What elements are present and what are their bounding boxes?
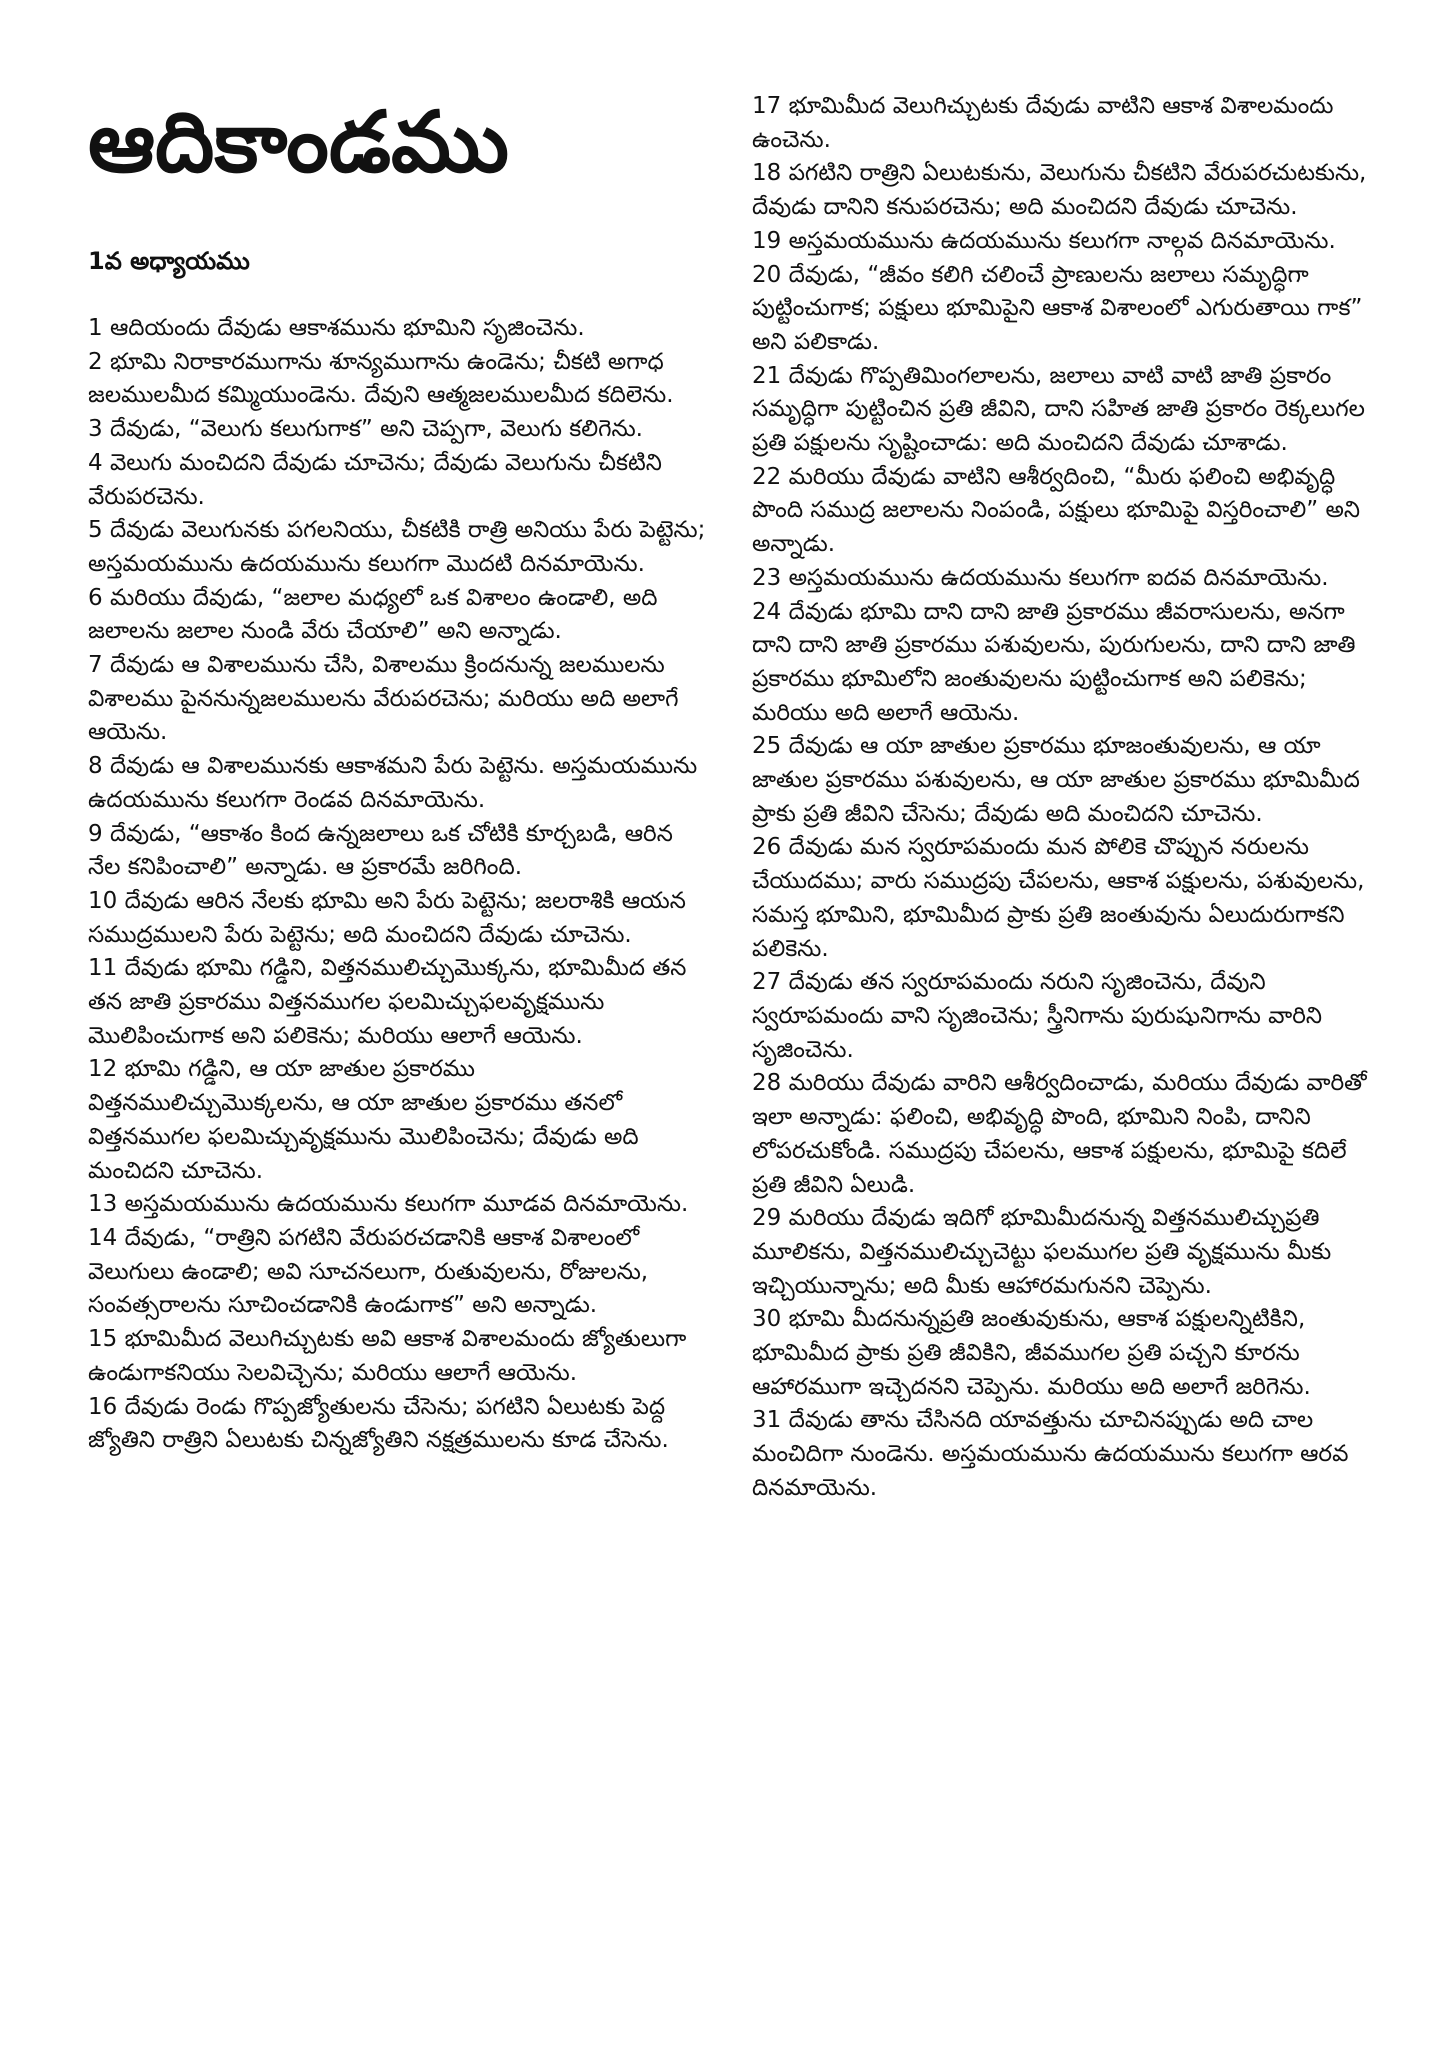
verse-7: 7 దేవుడు ఆ విశాలమును చేసి, విశాలము క్రిందనున్న జలములను విశాలము పైననున్నజలములను వేరుపరచెను; మరియు అది అలాగే ఆయెను.: [88, 652, 679, 746]
verse-21: 21 దేవుడు గొప్పతిమింగలాలను, జలాలు వాటి వాటి జాతి ప్రకారం సమృద్ధిగా పుట్టించిన ప్రతి జీవిని, దాని సహిత జాతి ప్రకారం రెక్కలుగల ప్రతి పక్షులను సృష్టించాడు: అది మంచిదని దేవుడు చూశాడు.: [752, 362, 1365, 457]
right-column: [752, 90, 1382, 1506]
verse-16: 16 దేవుడు రెండు గొప్పజ్యోతులను చేసెను; పగటిని ఏలుటకు పెద్ద జ్యోతిని రాత్రిని ఏలుటకు చిన్నజ్యోతిని నక్షత్రములను కూడ చేసెను.: [88, 1393, 669, 1454]
verse-3: 3 దేవుడు, “వెలుగు కలుగుగాక” అని చెప్పగా, వెలుగు కలిగెను.: [88, 416, 643, 443]
verse-31: 31 దేవుడు తాను చేసినది యావత్తును చూచినప్పుడు అది చాల మంచిదిగా నుండెను. అస్తమయమును ఉదయమును కలుగగా ఆరవ దినమాయెను.: [752, 1407, 1349, 1501]
verse-2: 2 భూమి నిరాకారముగాను శూన్యముగాను ఉండెను; చీకటి అగాధ జలములమీద కమ్మియుండెను. దేవుని ఆత్మజలములమీద కదిలెను.: [88, 348, 674, 409]
verse-25: 25 దేవుడు ఆ యా జాతుల ప్రకారము భూజంతువులను, ఆ యా జాతుల ప్రకారము పశువులను, ఆ యా జాతుల ప్రకారము భూమిమీద ప్రాకు ప్రతి జీవిని చేసెను; దేవుడు అది మంచిదని చూచెను.: [752, 733, 1360, 827]
verse-11: 11 దేవుడు భూమి గడ్డిని, విత్తనములిచ్చుమొక్కను, భూమిమీద తన తన జాతి ప్రకారము విత్తనముగల ఫలమిచ్చుఫలవృక్షమును మొలిపించుగాక అని పలికెను; మరియు ఆలాగే ఆయెను.: [88, 955, 687, 1049]
book-title: ఆదికాండము: [88, 93, 509, 191]
verse-17: 17 భూమిమీద వెలుగిచ్చుటకు దేవుడు వాటిని ఆకాశ విశాలమందు ఉంచెను.: [752, 93, 1334, 153]
verse-6: 6 మరియు దేవుడు, “జలాల మధ్యలో ఒక విశాలం ఉండాలి, అది జలాలను జలాల నుండి వేరు చేయాలి” అని అన్నాడు.: [88, 584, 658, 645]
verse-10: 10 దేవుడు ఆరిన నేలకు భూమి అని పేరు పెట్టెను; జలరాశికి ఆయన సముద్రములని పేరు పెట్టెను; అది మంచిదని దేవుడు చూచెను.: [88, 887, 686, 948]
verse-23: 23 అస్తమయమును ఉదయమును కలుగగా ఐదవ దినమాయెను.: [752, 564, 1329, 591]
verse-19: 19 అస్తమయమును ఉదయమును కలుగగా నాల్గవ దినమాయెను.: [752, 227, 1336, 254]
verse-14: 14 దేవుడు, “రాత్రిని పగటిని వేరుపరచడానికి ఆకాశ విశాలంలో వెలుగులు ఉండాలి; అవి సూచనలుగా, రుతువులను, రోజులను, సంవత్సరాలను సూచించడానికి ఉండుగాక” అని అన్నాడు.: [88, 1224, 649, 1319]
verse-24: 24 దేవుడు భూమి దాని దాని జాతి ప్రకారము జీవరాసులను, అనగా దాని దాని జాతి ప్రకారము పశువులను, పురుగులను, దాని దాని జాతి ప్రకారము భూమిలోని జంతువులను పుట్టించుగాక అని పలికెను; మరియు అది అలాగే ఆయెను.: [752, 598, 1356, 726]
verse-18: 18 పగటిని రాత్రిని ఏలుటకును, వెలుగును చీకటిని వేరుపరచుటకును, దేవుడు దానిని కనుపరచెను; అది మంచిదని దేవుడు చూచెను.: [752, 160, 1367, 221]
verse-15: 15 భూమిమీద వెలుగిచ్చుటకు అవి ఆకాశ విశాలమందు జ్యోతులుగా ఉండుగాకనియు సెలవిచ్చెను; మరియు ఆలాగే ఆయెను.: [88, 1326, 687, 1386]
verse-22: 22 మరియు దేవుడు వాటిని ఆశీర్వదించి, “మీరు ఫలించి అభివృద్ధి పొంది సముద్ర జలాలను నింపండి, పక్షులు భూమిపై విస్తరించాలి” అని అన్నాడు.: [752, 463, 1361, 558]
verse-4: 4 వెలుగు మంచిదని దేవుడు చూచెను; దేవుడు వెలుగును చీకటిని వేరుపరచెను.: [88, 449, 662, 510]
left-column: [88, 312, 708, 1458]
verse-27: 27 దేవుడు తన స్వరూపమందు నరుని సృజించెను, దేవుని స్వరూపమందు వాని సృజించెను; స్త్రీనిగాను పురుషునిగాను వారిని సృజించెను.: [752, 969, 1322, 1063]
verse-1: 1 ఆదియందు దేవుడు ఆకాశమును భూమిని సృజించెను.: [88, 315, 585, 341]
chapter-heading: 1వ అధ్యాయము: [88, 247, 250, 275]
verse-29: 29 మరియు దేవుడు ఇదిగో భూమిమీదనున్న విత్తనములిచ్చుప్రతి మూలికను, విత్తనములిచ్చుచెట్టు ఫలముగల ప్రతి వృక్షమును మీకు ఇచ్చియున్నాను; అది మీకు ఆహారమగునని చెప్పెను.: [752, 1205, 1332, 1299]
verse-13: 13 అస్తమయమును ఉదయమును కలుగగా మూడవ దినమాయెను.: [88, 1191, 689, 1218]
verse-12: 12 భూమి గడ్డిని, ఆ యా జాతుల ప్రకారము విత్తనములిచ్చుమొక్కలను, ఆ యా జాతుల ప్రకారము తనలో విత్తనముగల ఫలమిచ్చువృక్షమును మొలిపించెను; దేవుడు అది మంచిదని చూచెను.: [88, 1056, 639, 1184]
verse-30: 30 భూమి మీదనున్నప్రతి జంతువుకును, ఆకాశ పక్షులన్నిటికిని, భూమిమీద ప్రాకు ప్రతి జీవికిని, జీవముగల ప్రతి పచ్చని కూరను ఆహారముగా ఇచ్చెదనని చెప్పెను. మరియు అది అలాగే జరిగెను.: [752, 1306, 1311, 1400]
verse-8: 8 దేవుడు ఆ విశాలమునకు ఆకాశమని పేరు పెట్టెను. అస్తమయమును ఉదయమును కలుగగా రెండవ దినమాయెను.: [88, 753, 698, 813]
verse-28: 28 మరియు దేవుడు వారిని ఆశీర్వదించాడు, మరియు దేవుడు వారితో ఇలా అన్నాడు: ఫలించి, అభివృద్ధి పొంది, భూమిని నింపి, దానిని లోపరచుకోండి. సముద్రపు చేపలను, ఆకాశ పక్షులను, భూమిపై కదిలే ప్రతి జీవిని ఏలుడి.: [752, 1070, 1367, 1198]
verse-9: 9 దేవుడు, “ఆకాశం కింద ఉన్నజలాలు ఒక చోటికి కూర్చబడి, ఆరిన నేల కనిపించాలి” అన్నాడు. ఆ ప్రకారమే జరిగింది.: [88, 820, 673, 881]
verse-5: 5 దేవుడు వెలుగునకు పగలనియు, చీకటికి రాత్రి అనియు పేరు పెట్టెను; అస్తమయమును ఉదయమును కలుగగా మొదటి దినమాయెను.: [88, 517, 706, 577]
verse-20: 20 దేవుడు, “జీవం కలిగి చలించే ప్రాణులను జలాలు సమృద్ధిగా పుట్టించుగాక; పక్షులు భూమిపైని ఆకాశ విశాలంలో ఎగురుతాయి గాక” అని పలికాడు.: [752, 261, 1363, 355]
verse-26: 26 దేవుడు మన స్వరూపమందు మన పోలికె చొప్పున నరులను చేయుదము; వారు సముద్రపు చేపలను, ఆకాశ పక్షులను, పశువులను, సమస్త భూమిని, భూమిమీద ప్రాకు ప్రతి జంతువును ఏలుదురుగాకని పలికెను.: [752, 834, 1365, 962]
